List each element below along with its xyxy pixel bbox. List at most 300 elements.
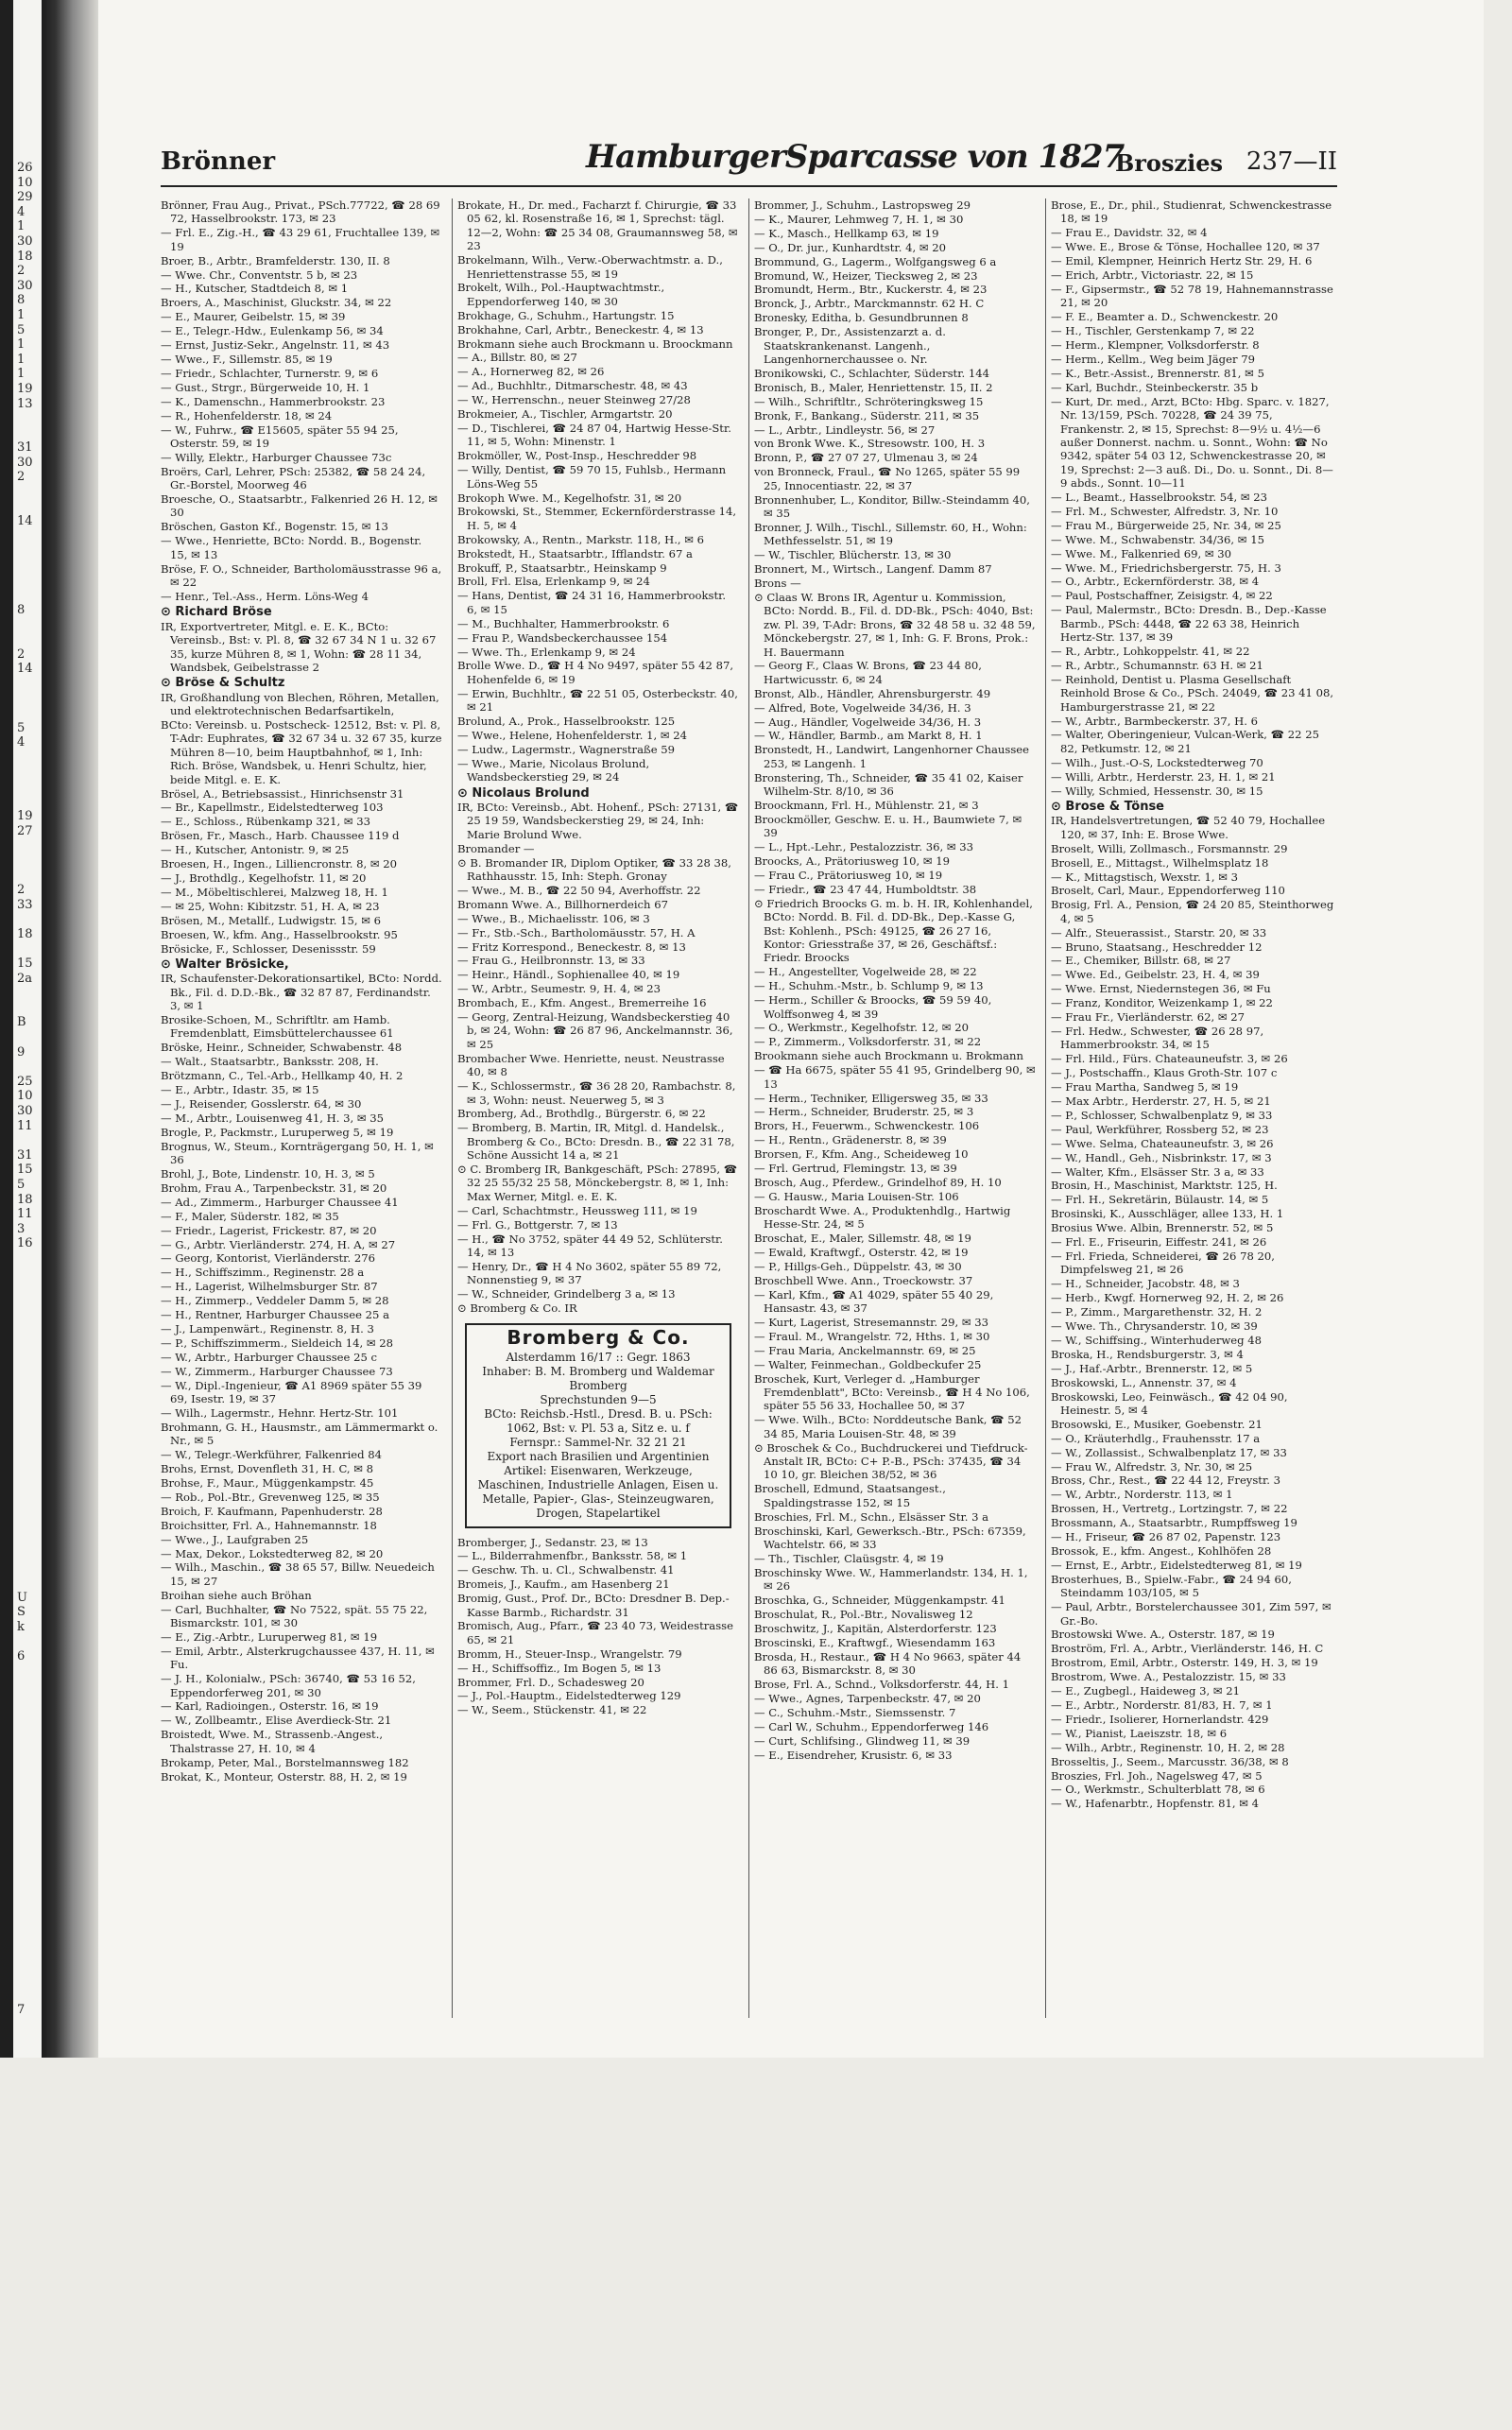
directory-entry: — H., Rentn., Grädenerstr. 8, ✉ 39 xyxy=(754,1133,947,1147)
gutter-number: 1 xyxy=(17,352,26,367)
gutter-number xyxy=(17,2210,42,2225)
directory-entry: — Bruno, Staatsang., Heschredder 12 xyxy=(1051,939,1263,954)
gutter-number xyxy=(17,485,42,500)
directory-entry: — Wwe. Chr., Conventstr. 5 b, ✉ 23 xyxy=(161,267,358,282)
directory-entry: Broskowski, Leo, Feinwäsch., ☎ 42 04 90, Heinestr. 5, ✉ 4 xyxy=(1051,1389,1288,1417)
gutter-number xyxy=(17,1767,42,1783)
directory-entry: Brokate, H., Dr. med., Facharzt f. Chirurgie, ☎ 33 05 62, kl. Rosenstraße 16, ✉ 1, Sprechst: tägl. 12—2, Wohn: ☎ 25 34 08, Graumannsweg 58, ✉ 23 xyxy=(457,198,738,253)
directory-entry: — J., Postschaffn., Klaus Groth-Str. 107 c xyxy=(1051,1066,1278,1080)
directory-entry: Brostowski Wwe. A., Osterstr. 187, ✉ 19 xyxy=(1051,1628,1275,1642)
directory-entry: Broockmöller, Geschw. E. u. H., Baumwiete 7, ✉ 39 xyxy=(754,812,1022,840)
directory-entry: — Frl. Hedw., Schwester, ☎ 26 28 97, Hammerbrookstr. 34, ✉ 15 xyxy=(1051,1024,1264,1052)
gutter-number xyxy=(17,2077,42,2092)
directory-entry: — G. Hausw., Maria Louisen-Str. 106 xyxy=(754,1189,959,1203)
directory-entry: — E., Zig.-Arbtr., Luruperweg 81, ✉ 19 xyxy=(161,1629,378,1644)
directory-entry: Broich, F. Kaufmann, Papenhuderstr. 28 xyxy=(161,1504,383,1518)
directory-entry: — Paul, Malermstr., BCto: Dresdn. B., Dep.-Kasse Barmb., PSch: 4448, ☎ 22 63 38, Heinrich Hertz-Str. 137, ✉ 39 xyxy=(1051,603,1327,645)
gutter-number xyxy=(17,780,42,795)
directory-entry: Brosda, H., Restaur., ☎ H 4 No 9663, später 44 86 63, Bismarckstr. 8, ✉ 30 xyxy=(754,1649,1022,1678)
directory-entry: Brokstedt, H., Staatsarbtr., Ifflandstr. 67 a xyxy=(457,546,693,560)
gutter-number xyxy=(17,691,42,706)
gutter-number: 15 xyxy=(17,956,33,972)
directory-entry: — Frl. H., Sekretärin, Bülaustr. 14, ✉ 5 xyxy=(1051,1193,1269,1207)
directory-entry: — Carl W., Schuhm., Eppendorferweg 146 xyxy=(754,1719,989,1733)
header-rule xyxy=(161,185,1337,187)
header-sparcasse-logo: HamburgerSparcasse von 1827 xyxy=(586,138,1125,176)
directory-entry: — Wwe. M., Friedrichsbergerstr. 75, H. 3 xyxy=(1051,560,1281,575)
directory-entry: — ✉ 25, Wohn: Kibitzstr. 51, H. A, ✉ 23 xyxy=(161,899,380,913)
directory-entry: Broschinski, Karl, Gewerksch.-Btr., PSch: 67359, Wachtelstr. 66, ✉ 33 xyxy=(754,1524,1026,1551)
gutter-number: B xyxy=(17,1015,26,1030)
gutter-number xyxy=(17,706,42,721)
directory-entry: — Frau Fr., Vierländerstr. 62, ✉ 27 xyxy=(1051,1010,1246,1025)
directory-entry: — E., Chemiker, Billstr. 68, ✉ 27 xyxy=(1051,954,1231,968)
directory-entry: Brombach, E., Kfm. Angest., Bremerreihe 16 xyxy=(457,996,707,1010)
directory-entry: — Walter, Feinmechan., Goldbeckufer 25 xyxy=(754,1357,982,1371)
directory-entry: Brokhahne, Carl, Arbtr., Beneckestr. 4, ✉ 13 xyxy=(457,322,704,336)
directory-entry: — Wwe., Helene, Hohenfelderstr. 1, ✉ 24 xyxy=(457,728,687,742)
directory-entry: — E., Telegr.-Hdw., Eulenkamp 56, ✉ 34 xyxy=(161,324,384,338)
directory-entry: — Hans, Dentist, ☎ 24 31 16, Hammerbrookstr. 6, ✉ 15 xyxy=(457,589,727,616)
gutter-number xyxy=(17,1664,42,1680)
directory-entry: Brokelt, Wilh., Pol.-Hauptwachtmstr., Eppendorferweg 140, ✉ 30 xyxy=(457,281,665,308)
directory-entry: ⊙ C. Bromberg IR, Bankgeschäft, PSch: 27895, ☎ 32 25 55/32 25 58, Mönckebergstr. 8, ✉ 1, Inh: Max Werner, Mitgl. e. E. K. xyxy=(457,1163,738,1203)
directory-entry: Brösen, M., Metallf., Ludwigstr. 15, ✉ 6 xyxy=(161,913,382,927)
directory-entry: Broschwitz, J., Kapitän, Alsterdorferstr. 123 xyxy=(754,1621,997,1635)
directory-entry: — Karl, Buchdr., Steinbeckerstr. 35 b xyxy=(1051,380,1259,394)
directory-entry: — Heinr., Händl., Sophienallee 40, ✉ 19 xyxy=(457,968,680,982)
directory-entry: Brosin, H., Maschinist, Marktstr. 125, H. xyxy=(1051,1179,1278,1193)
directory-entry: Brösicke, F., Schlosser, Desenissstr. 59 xyxy=(161,941,376,956)
directory-entry: — Wwe., Agnes, Tarpenbeckstr. 47, ✉ 20 xyxy=(754,1691,981,1705)
directory-entry: — Ad., Buchhltr., Ditmarschestr. 48, ✉ 43 xyxy=(457,379,688,393)
gutter-number: 11 xyxy=(17,1207,33,1222)
directory-entry: — Frau M., Bürgerweide 25, Nr. 34, ✉ 25 xyxy=(1051,518,1281,532)
directory-entry: Broichsitter, Frl. A., Hahnemannstr. 18 xyxy=(161,1518,377,1532)
directory-entry: Brosius Wwe. Albin, Brennerstr. 52, ✉ 5 xyxy=(1051,1221,1274,1235)
directory-entry: — Wwe., F., Sillemstr. 85, ✉ 19 xyxy=(161,352,333,366)
directory-entry: Brostrom, Emil, Arbtr., Osterstr. 149, H. 3, ✉ 19 xyxy=(1051,1656,1318,1670)
directory-entry: — M., Möbeltischlerei, Malzweg 18, H. 1 xyxy=(161,885,388,899)
gutter-number xyxy=(17,2371,42,2387)
directory-entry: Bromundt, Herm., Btr., Kuckerstr. 4, ✉ 23 xyxy=(754,283,988,297)
firm-heading: ⊙ Brose & Tönse xyxy=(1051,799,1165,814)
gutter-number: 11 xyxy=(17,1118,33,1133)
advertisement-line: Export nach Brasilien und Argentinien xyxy=(487,1449,710,1463)
directory-entry: — W., Zollassist., Schwalbenplatz 17, ✉ 33 xyxy=(1051,1445,1287,1459)
column-1 xyxy=(161,198,442,2023)
gutter-number xyxy=(17,588,42,603)
directory-entry: — O., Dr. jur., Kunhardtstr. 4, ✉ 20 xyxy=(754,240,946,254)
directory-entry: — J., Pol.-Hauptm., Eidelstedterweg 129 xyxy=(457,1689,681,1703)
gutter-number xyxy=(17,1944,42,1959)
gutter-number: 16 xyxy=(17,1236,33,1251)
directory-entry: — J., Brothdlg., Kegelhofstr. 11, ✉ 20 xyxy=(161,871,367,885)
directory-entry: — Willy, Elektr., Harburger Chaussee 73c xyxy=(161,450,392,464)
gutter-number xyxy=(17,869,42,884)
gutter-number: 8 xyxy=(17,293,26,308)
directory-entry: Brosike-Schoen, M., Schriftltr. am Hamb. Fremdenblatt, Eimsbüttelerchaussee 61 xyxy=(161,1013,394,1041)
directory-entry: — O., Werkmstr., Kegelhofstr. 12, ✉ 20 xyxy=(754,1021,969,1035)
gutter-number xyxy=(17,1531,42,1546)
directory-entry: Brokowsky, A., Rentn., Markstr. 118, H., ✉ 6 xyxy=(457,532,705,546)
directory-entry: Bronikowski, C., Schlachter, Süderstr. 144 xyxy=(754,366,989,380)
directory-entry: — Kurt, Lagerist, Stresemannstr. 29, ✉ 33 xyxy=(754,1316,989,1329)
gutter-number xyxy=(17,1576,42,1591)
gutter-number xyxy=(17,1001,42,1016)
gutter-number xyxy=(17,2387,42,2402)
directory-entry: — Wwe. M., Schwabenstr. 34/36, ✉ 15 xyxy=(1051,532,1264,546)
advertisement-line: Alsterdamm 16/17 :: Gegr. 1863 xyxy=(506,1350,691,1364)
directory-entry: Bronstedt, H., Landwirt, Langenhorner Chaussee 253, ✉ Langenh. 1 xyxy=(754,743,1030,770)
gutter-number: 2 xyxy=(17,646,26,662)
advertisement-line: Artikel: Eisenwaren, Werkzeuge, Maschinen, Industrielle Anlagen, Eisen u. Metalle, Papier-, Glas-, Steinzeugwaren, Drogen, Stapelartikel xyxy=(477,1463,719,1520)
directory-entry: Broska, H., Rendsburgerstr. 3, ✉ 4 xyxy=(1051,1347,1244,1361)
header-last-name: Broszies xyxy=(1115,149,1223,177)
directory-entry: Bross, Chr., Rest., ☎ 22 44 12, Freystr. 3 xyxy=(1051,1474,1280,1488)
directory-entry: — Curt, Schlifsing., Glindweg 11, ✉ 39 xyxy=(754,1733,971,1748)
directory-entry: Bromeis, J., Kaufm., am Hasenberg 21 xyxy=(457,1577,670,1592)
directory-entry: Bronck, J., Arbtr., Marckmannstr. 62 H. C xyxy=(754,297,985,311)
gutter-number: 5 xyxy=(17,1177,26,1192)
directory-entry: — Henr., Tel.-Ass., Herm. Löns-Weg 4 xyxy=(161,589,369,603)
gutter-number xyxy=(17,2416,42,2430)
gutter-number: 9 xyxy=(17,1044,26,1060)
directory-entry: — J., Lampenwärt., Reginenstr. 8, H. 3 xyxy=(161,1322,374,1336)
gutter-number xyxy=(17,2047,42,2062)
directory-entry: — Erich, Arbtr., Victoriastr. 22, ✉ 15 xyxy=(1051,268,1254,283)
directory-entry: Bröse, F. O., Schneider, Bartholomäusstrasse 96 a, ✉ 22 xyxy=(161,561,442,589)
gutter-number xyxy=(17,1267,42,1282)
directory-entry: Brösel, A., Betriebsassist., Hinrichsenstr 31 xyxy=(161,786,404,801)
directory-entry: von Bronneck, Fraul., ☎ No 1265, später 55 99 25, Innocentiastr. 22, ✉ 37 xyxy=(754,465,1021,492)
column-2 xyxy=(457,198,739,2023)
directory-entry: — Frl. Hild., Fürs. Chateauneufstr. 3, ✉ 26 xyxy=(1051,1052,1288,1066)
directory-entry: — H., Lagerist, Wilhelmsburger Str. 87 xyxy=(161,1280,378,1294)
directory-entry: — Herb., Kwgf. Hornerweg 92, H. 2, ✉ 26 xyxy=(1051,1291,1284,1305)
directory-entry: Brokmeier, A., Tischler, Armgartstr. 20 xyxy=(457,407,673,422)
directory-entry: — W., Seem., Stückenstr. 41, ✉ 22 xyxy=(457,1703,647,1717)
gutter-number: 2 xyxy=(17,470,26,485)
gutter-number xyxy=(17,1384,42,1399)
directory-entry: — F., Gipsermstr., ☎ 52 78 19, Hahnemannstrasse 21, ✉ 20 xyxy=(1051,282,1333,310)
directory-entry: — O., Kräuterhdlg., Frauhensstr. 17 a xyxy=(1051,1431,1261,1445)
gutter-number xyxy=(17,853,42,869)
directory-entry: Bromig, Gust., Prof. Dr., BCto: Dresdner B. Dep.-Kasse Barmb., Richardstr. 31 xyxy=(457,1592,730,1619)
gutter-number: 2a xyxy=(17,971,33,986)
directory-entry: — Franz, Konditor, Weizenkamp 1, ✉ 22 xyxy=(1051,996,1273,1010)
gutter-number xyxy=(17,1826,42,1841)
directory-entry: — Frau E., Davidstr. 32, ✉ 4 xyxy=(1051,226,1208,240)
gutter-number: 19 xyxy=(17,809,33,824)
directory-entry: — R., Arbtr., Lohkoppelstr. 41, ✉ 22 xyxy=(1051,645,1250,658)
directory-entry: von Bronk Wwe. K., Stresowstr. 100, H. 3 xyxy=(754,437,986,451)
directory-entry: — Frl. G., Bottgerstr. 7, ✉ 13 xyxy=(457,1217,618,1232)
directory-entry: Broesen, W., kfm. Ang., Hasselbrookstr. 95 xyxy=(161,927,398,941)
directory-entry: — E., Arbtr., Norderstr. 81/83, H. 7, ✉ 1 xyxy=(1051,1698,1273,1712)
advertisement-line: Inhaber: B. M. Bromberg und Waldemar Bromberg xyxy=(482,1364,714,1392)
gutter-number xyxy=(17,1560,42,1576)
gutter-number xyxy=(17,1989,42,2004)
directory-entry: — Walt., Staatsarbtr., Banksstr. 208, H. xyxy=(161,1055,379,1069)
directory-entry: Brohs, Ernst, Dovenfleth 31, H. C, ✉ 8 xyxy=(161,1462,374,1476)
directory-entry: — Friedr., Schlachter, Turnerstr. 9, ✉ 6 xyxy=(161,366,379,380)
gutter-number xyxy=(17,1296,42,1311)
directory-entry: — Frau Maria, Anckelmannstr. 69, ✉ 25 xyxy=(754,1343,976,1357)
gutter-number: 13 xyxy=(17,396,33,411)
directory-entry: — H., ☎ No 3752, später 44 49 52, Schlüterstr. 14, ✉ 13 xyxy=(457,1232,723,1259)
directory-entry: — W., Zollbeamtr., Elise Averdieck-Str. 21 xyxy=(161,1714,392,1728)
directory-entry: — A., Hornerweg 82, ✉ 26 xyxy=(457,365,605,379)
directory-entry: — W., Arbtr., Barmbeckerstr. 37, H. 6 xyxy=(1051,714,1258,728)
directory-entry: — Fr., Stb.-Sch., Bartholomäusstr. 57, H. A xyxy=(457,925,696,939)
directory-entry: Brombacher Wwe. Henriette, neust. Neustrasse 40, ✉ 8 xyxy=(457,1051,725,1079)
gutter-number: 18 xyxy=(17,1192,33,1207)
gutter-number: 27 xyxy=(17,823,33,838)
directory-entry: ⊙ Bromberg & Co. IR xyxy=(457,1301,577,1316)
directory-entry: Brolund, A., Prok., Hasselbrookstr. 125 xyxy=(457,715,676,729)
gutter-number xyxy=(17,1325,42,1340)
gutter-number: 7 xyxy=(17,2003,26,2018)
gutter-number xyxy=(17,1841,42,1856)
directory-entry: — Herm., Schneider, Bruderstr. 25, ✉ 3 xyxy=(754,1105,974,1119)
directory-entry: Broselt, Willi, Zollmasch., Forsmannstr. 29 xyxy=(1051,841,1288,855)
gutter-number: 10 xyxy=(17,175,33,190)
gutter-number xyxy=(17,1752,42,1767)
gutter-number xyxy=(17,1973,42,1989)
book-fold-shadow xyxy=(42,0,98,2058)
directory-entry: Broselt, Carl, Maur., Eppendorferweg 110 xyxy=(1051,884,1285,898)
directory-entry: Brors, H., Feuerwm., Schwenckestr. 106 xyxy=(754,1119,980,1133)
directory-entry: — Karl, Kfm., ☎ A1 4029, später 55 40 29, Hansastr. 43, ✉ 37 xyxy=(754,1287,994,1316)
directory-entry: — D., Tischlerei, ☎ 24 87 04, Hartwig Hesse-Str. 11, ✉ 5, Wohn: Minenstr. 1 xyxy=(457,422,731,449)
directory-entry: ⊙ Friedrich Broocks G. m. b. H. IR, Kohlenhandel, BCto: Nordd. B. Fil. d. DD-Bk., Dep.-Kasse G, Bst: Kohlenh., PSch: 49125, ☎ 26 27 16, Kontor: Griesstraße 37, ✉ 26, Geschäftsf.: Friedr. Broocks xyxy=(754,896,1033,965)
directory-entry: IR, Schaufenster-Dekorationsartikel, BCto: Nordd. Bk., Fil. d. D.D.-Bk., ☎ 32 87 87, Ferdinandstr. 3, ✉ 1 xyxy=(161,972,442,1013)
directory-entry: — P., Zimm., Margarethenstr. 32, H. 2 xyxy=(1051,1305,1263,1319)
gutter-number: 14 xyxy=(17,662,33,677)
gutter-number: 14 xyxy=(17,514,33,529)
gutter-number xyxy=(17,941,42,956)
directory-entry: Bronnert, M., Wirtsch., Langenf. Damm 87 xyxy=(754,562,992,577)
firm-heading: ⊙ Richard Bröse xyxy=(161,605,272,620)
directory-entry: Brose, E., Dr., phil., Studienrat, Schwenckestrasse 18, ✉ 19 xyxy=(1051,198,1332,226)
directory-entry: Broström, Frl. A., Arbtr., Vierländerstr. 146, H. C xyxy=(1051,1642,1324,1656)
directory-entry: — ☎ Ha 6675, später 55 41 95, Grindelberg 90, ✉ 13 xyxy=(754,1063,1036,1091)
directory-entry: Broocks, A., Prätoriusweg 10, ✉ 19 xyxy=(754,854,951,869)
directory-entry: Brösen, Fr., Masch., Harb. Chaussee 119 d xyxy=(161,829,400,843)
directory-entry: — W., Handl., Geh., Nisbrinkstr. 17, ✉ 3 xyxy=(1051,1150,1272,1164)
gutter-number xyxy=(17,1679,42,1694)
directory-entry: Brossen, H., Vertretg., Lortzingstr. 7, ✉ 22 xyxy=(1051,1502,1288,1516)
gutter-number: 30 xyxy=(17,233,33,249)
directory-entry: — W., Herrenschn., neuer Steinweg 27/28 xyxy=(457,393,691,407)
directory-entry: Bronstering, Th., Schneider, ☎ 35 41 02, Kaiser Wilhelm-Str. 8/10, ✉ 36 xyxy=(754,770,1023,799)
column-divider xyxy=(1045,198,1046,2018)
column-4 xyxy=(1051,198,1337,2023)
gutter-number: 15 xyxy=(17,1163,33,1178)
directory-entry: Broschat, E., Maler, Sillemstr. 48, ✉ 19 xyxy=(754,1232,971,1246)
gutter-number xyxy=(17,1797,42,1812)
directory-entry: Brosterhues, B., Spielw.-Fabr., ☎ 24 94 60, Steindamm 103/105, ✉ 5 xyxy=(1051,1572,1292,1600)
scan-edge-dark xyxy=(0,0,13,2058)
gutter-number xyxy=(17,912,42,927)
gutter-number xyxy=(17,1502,42,1517)
directory-entry: Brons — xyxy=(754,576,801,590)
directory-entry: — Max Arbtr., Herderstr. 27, H. 5, ✉ 21 xyxy=(1051,1094,1271,1108)
directory-entry: — R., Arbtr., Schumannstr. 63 H. ✉ 21 xyxy=(1051,658,1263,672)
gutter-number xyxy=(17,1030,42,1045)
directory-entry: — W., Schneider, Grindelberg 3 a, ✉ 13 xyxy=(457,1287,676,1301)
directory-entry: Brokmöller, W., Post-Insp., Heschredder 98 xyxy=(457,449,697,463)
gutter-number xyxy=(17,1428,42,1443)
gutter-number: 25 xyxy=(17,1074,33,1089)
directory-entry: Brognus, W., Steum., Kornträgergang 50, H. 1, ✉ 36 xyxy=(161,1139,434,1167)
directory-entry: — Wwe. Ed., Geibelstr. 23, H. 4, ✉ 39 xyxy=(1051,968,1260,982)
directory-entry: Broistedt, Wwe. M., Strassenb.-Angest., Thalstrasse 27, H. 10, ✉ 4 xyxy=(161,1728,384,1755)
directory-entry: — Frl. M., Schwester, Alfredstr. 3, Nr. 10 xyxy=(1051,504,1279,518)
gutter-number xyxy=(17,1958,42,1973)
directory-entry: — M., Arbtr., Louisenweg 41, H. 3, ✉ 35 xyxy=(161,1111,385,1125)
directory-entry: — Friedr., ☎ 23 47 44, Humboldtstr. 38 xyxy=(754,882,977,896)
gutter-number xyxy=(17,2150,42,2165)
directory-entry: — Br., Kapellmstr., Eidelstedterweg 103 xyxy=(161,801,384,815)
directory-entry: IR, Handelsvertretungen, ☎ 52 40 79, Hochallee 120, ✉ 37, Inh: E. Brose Wwe. xyxy=(1051,814,1326,841)
directory-entry: — Carl, Schachtmstr., Heussweg 111, ✉ 19 xyxy=(457,1203,697,1217)
directory-entry: Bröschen, Gaston Kf., Bogenstr. 15, ✉ 13 xyxy=(161,520,388,534)
directory-entry: Bromberger, J., Sedanstr. 23, ✉ 13 xyxy=(457,1535,648,1549)
gutter-number: 6 xyxy=(17,1648,26,1663)
directory-entry: — P., Schiffszimmerm., Sieldeich 14, ✉ 28 xyxy=(161,1336,393,1350)
directory-entry: — E., Schloss., Rübenkamp 321, ✉ 33 xyxy=(161,815,370,829)
directory-entry: — G., Arbtr. Vierländerstr. 274, H. A, ✉ 27 xyxy=(161,1237,396,1251)
directory-entry: — Bromberg, B. Martin, IR, Mitgl. d. Handelsk., Bromberg & Co., BCto: Dresdn. B., ☎ 22 31 78, Schöne Aussicht 14 a, ✉ 21 xyxy=(457,1121,735,1163)
directory-entry: Bronger, P., Dr., Assistenzarzt a. d. Staatskrankenanst. Langenh., Langenhornerchaussee o. Nr. xyxy=(754,325,946,366)
directory-entry: — Walter, Kfm., Elsässer Str. 3 a, ✉ 33 xyxy=(1051,1164,1264,1179)
directory-entry: Brosowski, E., Musiker, Goebenstr. 21 xyxy=(1051,1417,1263,1431)
directory-entry: Broërs, Carl, Lehrer, PSch: 25382, ☎ 58 24 24, Gr.-Borstel, Moorweg 46 xyxy=(161,464,426,492)
directory-entry: Bronesky, Editha, b. Gesundbrunnen 8 xyxy=(754,311,969,325)
directory-entry: Brommund, G., Lagerm., Wolfgangsweg 6 a xyxy=(754,254,997,268)
gutter-number xyxy=(17,1782,42,1797)
gutter-number: 30 xyxy=(17,455,33,470)
directory-entry: Brommer, Frl. D., Schadesweg 20 xyxy=(457,1675,644,1689)
directory-entry: — Ad., Zimmerm., Harburger Chaussee 41 xyxy=(161,1195,399,1209)
gutter-number xyxy=(17,677,42,692)
directory-entry: — Geschw. Th. u. Cl., Schwalbenstr. 41 xyxy=(457,1563,675,1577)
directory-entry: Brosig, Frl. A., Pension, ☎ 24 20 85, Steinthorweg 4, ✉ 5 xyxy=(1051,898,1334,925)
directory-entry: Broschardt Wwe. A., Produktenhdlg., Hartwig Hesse-Str. 24, ✉ 5 xyxy=(754,1203,1011,1232)
gutter-number xyxy=(17,500,42,515)
directory-entry: Brosseltis, J., Seem., Marcusstr. 36/38, ✉ 8 xyxy=(1051,1754,1289,1768)
directory-entry: — W., Zimmerm., Harburger Chaussee 73 xyxy=(161,1364,393,1378)
gutter-number: 1 xyxy=(17,367,26,382)
gutter-number: 5 xyxy=(17,720,26,735)
directory-entry: Brolle Wwe. D., ☎ H 4 No 9497, später 55 42 87, Hohenfelde 6, ✉ 19 xyxy=(457,659,734,686)
directory-entry: — K., Betr.-Assist., Brennerstr. 81, ✉ 5 xyxy=(1051,366,1264,380)
column-divider xyxy=(748,198,749,2018)
directory-entry: Broschulat, R., Pol.-Btr., Novalisweg 12 xyxy=(754,1608,973,1622)
gutter-number xyxy=(17,1929,42,1944)
directory-entry: — Frl. E., Friseurin, Eiffestr. 241, ✉ 26 xyxy=(1051,1235,1267,1249)
directory-entry: Broschies, Frl. M., Schn., Elsässer Str. 3 a xyxy=(754,1509,989,1524)
directory-entry: — Frau P., Wandsbeckerchaussee 154 xyxy=(457,630,668,645)
gutter-number: 29 xyxy=(17,190,33,205)
directory-entry: Broscinski, E., Kraftwgf., Wiesendamm 163 xyxy=(754,1635,996,1649)
directory-entry: Brohmann, G. H., Hausmstr., am Lämmermarkt o. Nr., ✉ 5 xyxy=(161,1420,438,1448)
previous-page-numbers xyxy=(17,161,42,2430)
directory-entry: — J., Haf.-Arbtr., Brennerstr. 12, ✉ 5 xyxy=(1051,1361,1253,1375)
gutter-number xyxy=(17,1634,42,1649)
gutter-number: 3 xyxy=(17,1221,26,1236)
gutter-number: S xyxy=(17,1605,26,1620)
gutter-number xyxy=(17,2342,42,2357)
gutter-number xyxy=(17,1281,42,1296)
gutter-number xyxy=(17,750,42,766)
directory-entry: — H., Tischler, Gerstenkamp 7, ✉ 22 xyxy=(1051,324,1255,338)
directory-entry: Broschek, Kurt, Verleger d. „Hamburger Fremdenblatt", BCto: Vereinsb., ☎ H 4 No 106, später 55 56 33, Hochallee 50, ✉ 37 xyxy=(754,1371,1030,1413)
directory-entry: Bronn, P., ☎ 27 07 27, Ulmenau 3, ✉ 24 xyxy=(754,451,978,465)
directory-entry: Brosch, Aug., Pferdew., Grindelhof 89, H. 10 xyxy=(754,1175,1002,1189)
gutter-number: 26 xyxy=(17,161,33,175)
gutter-number: 31 xyxy=(17,1147,33,1163)
header-first-name: Brönner xyxy=(161,147,276,176)
directory-entry: Broschbell Wwe. Ann., Troeckowstr. 37 xyxy=(754,1273,973,1287)
directory-entry: Brokelmann, Wilh., Verw.-Oberwachtmstr. a. D., Henriettenstrasse 55, ✉ 19 xyxy=(457,253,723,281)
directory-entry: ⊙ Broschek & Co., Buchdruckerei und Tiefdruck-Anstalt IR, BCto: C+ P.-B., PSch: 37435, ☎ 34 10 10, gr. Bleichen 38/52, ✉ 36 xyxy=(754,1440,1028,1482)
gutter-number: 10 xyxy=(17,1089,33,1104)
directory-entry: — L., Beamt., Hasselbrookstr. 54, ✉ 23 xyxy=(1051,491,1267,505)
gutter-number: 30 xyxy=(17,1104,33,1118)
directory-entry: — P., Hillgs-Geh., Düppelstr. 43, ✉ 30 xyxy=(754,1259,962,1273)
gutter-number xyxy=(17,2165,42,2180)
directory-entry: — W., Dipl.-Ingenieur, ☎ A1 8969 später 55 39 69, Isestr. 19, ✉ 37 xyxy=(161,1378,422,1406)
gutter-number: 19 xyxy=(17,381,33,396)
directory-entry: — Willi, Arbtr., Herderstr. 23, H. 1, ✉ 21 xyxy=(1051,769,1276,784)
directory-entry: Brohm, Frau A., Tarpenbeckstr. 31, ✉ 20 xyxy=(161,1181,387,1195)
directory-entry: Broszies, Frl. Joh., Nagelsweg 47, ✉ 5 xyxy=(1051,1768,1263,1783)
directory-entry: — L., Arbtr., Lindleystr. 56, ✉ 27 xyxy=(754,422,936,437)
directory-entry: — W., Schiffsing., Winterhuderweg 48 xyxy=(1051,1333,1263,1347)
directory-entry: — F., Maler, Süderstr. 182, ✉ 35 xyxy=(161,1209,339,1223)
directory-entry: Brohl, J., Bote, Lindenstr. 10, H. 3, ✉ 5 xyxy=(161,1167,375,1181)
gutter-number xyxy=(17,1310,42,1325)
gutter-number: 33 xyxy=(17,897,33,912)
directory-entry: — W., Arbtr., Seumestr. 9, H. 4, ✉ 23 xyxy=(457,982,662,996)
directory-entry: Bronner, J. Wilh., Tischl., Sillemstr. 60, H., Wohn: Methfesselstr. 51, ✉ 19 xyxy=(754,520,1027,548)
directory-entry: — O., Arbtr., Eckernförderstr. 38, ✉ 4 xyxy=(1051,575,1260,589)
directory-entry: — W., Fuhrw., ☎ E15605, später 55 94 25, Osterstr. 59, ✉ 19 xyxy=(161,422,399,450)
directory-entry: — K., Schlossermstr., ☎ 36 28 20, Rambachstr. 8, ✉ 3, Wohn: neust. Neuerweg 5, ✉ 3 xyxy=(457,1079,736,1107)
gutter-number xyxy=(17,1457,42,1473)
gutter-number xyxy=(17,1060,42,1075)
directory-entry: — W., Telegr.-Werkführer, Falkenried 84 xyxy=(161,1448,383,1462)
gutter-number xyxy=(17,2062,42,2077)
directory-entry: Brokamp, Peter, Mal., Borstelmannsweg 182 xyxy=(161,1755,409,1769)
directory-entry: ⊙ B. Bromander IR, Diplom Optiker, ☎ 33 28 38, Rathhausstr. 15, Inh: Steph. Gronay xyxy=(457,855,731,883)
directory-entry: — Wwe., J., Laufgraben 25 xyxy=(161,1532,309,1546)
directory-entry: — Frau C., Prätoriusweg 10, ✉ 19 xyxy=(754,869,943,882)
directory-entry: — E., Zugbegl., Haideweg 3, ✉ 21 xyxy=(1051,1684,1241,1698)
advertisement-line: BCto: Reichsb.-Hstl., Dresd. B. u. PSch: 1062, Bst: v. Pl. 53 a, Sitz e. u. f xyxy=(484,1406,713,1435)
directory-entry: — Wwe., M. B., ☎ 22 50 94, Averhoffstr. 22 xyxy=(457,883,701,897)
directory-entry: — Wilh., Schriftltr., Schröteringksweg 15 xyxy=(754,394,984,408)
gutter-number xyxy=(17,2327,42,2342)
directory-entry: Broskowski, L., Annenstr. 37, ✉ 4 xyxy=(1051,1375,1237,1389)
advertisement-title: Bromberg & Co. xyxy=(507,1325,690,1349)
directory-entry: Bronisch, B., Maler, Henriettenstr. 15, II. 2 xyxy=(754,380,993,394)
directory-entry: — H., Angestellter, Vogelweide 28, ✉ 22 xyxy=(754,965,977,979)
gutter-number xyxy=(17,2401,42,2416)
